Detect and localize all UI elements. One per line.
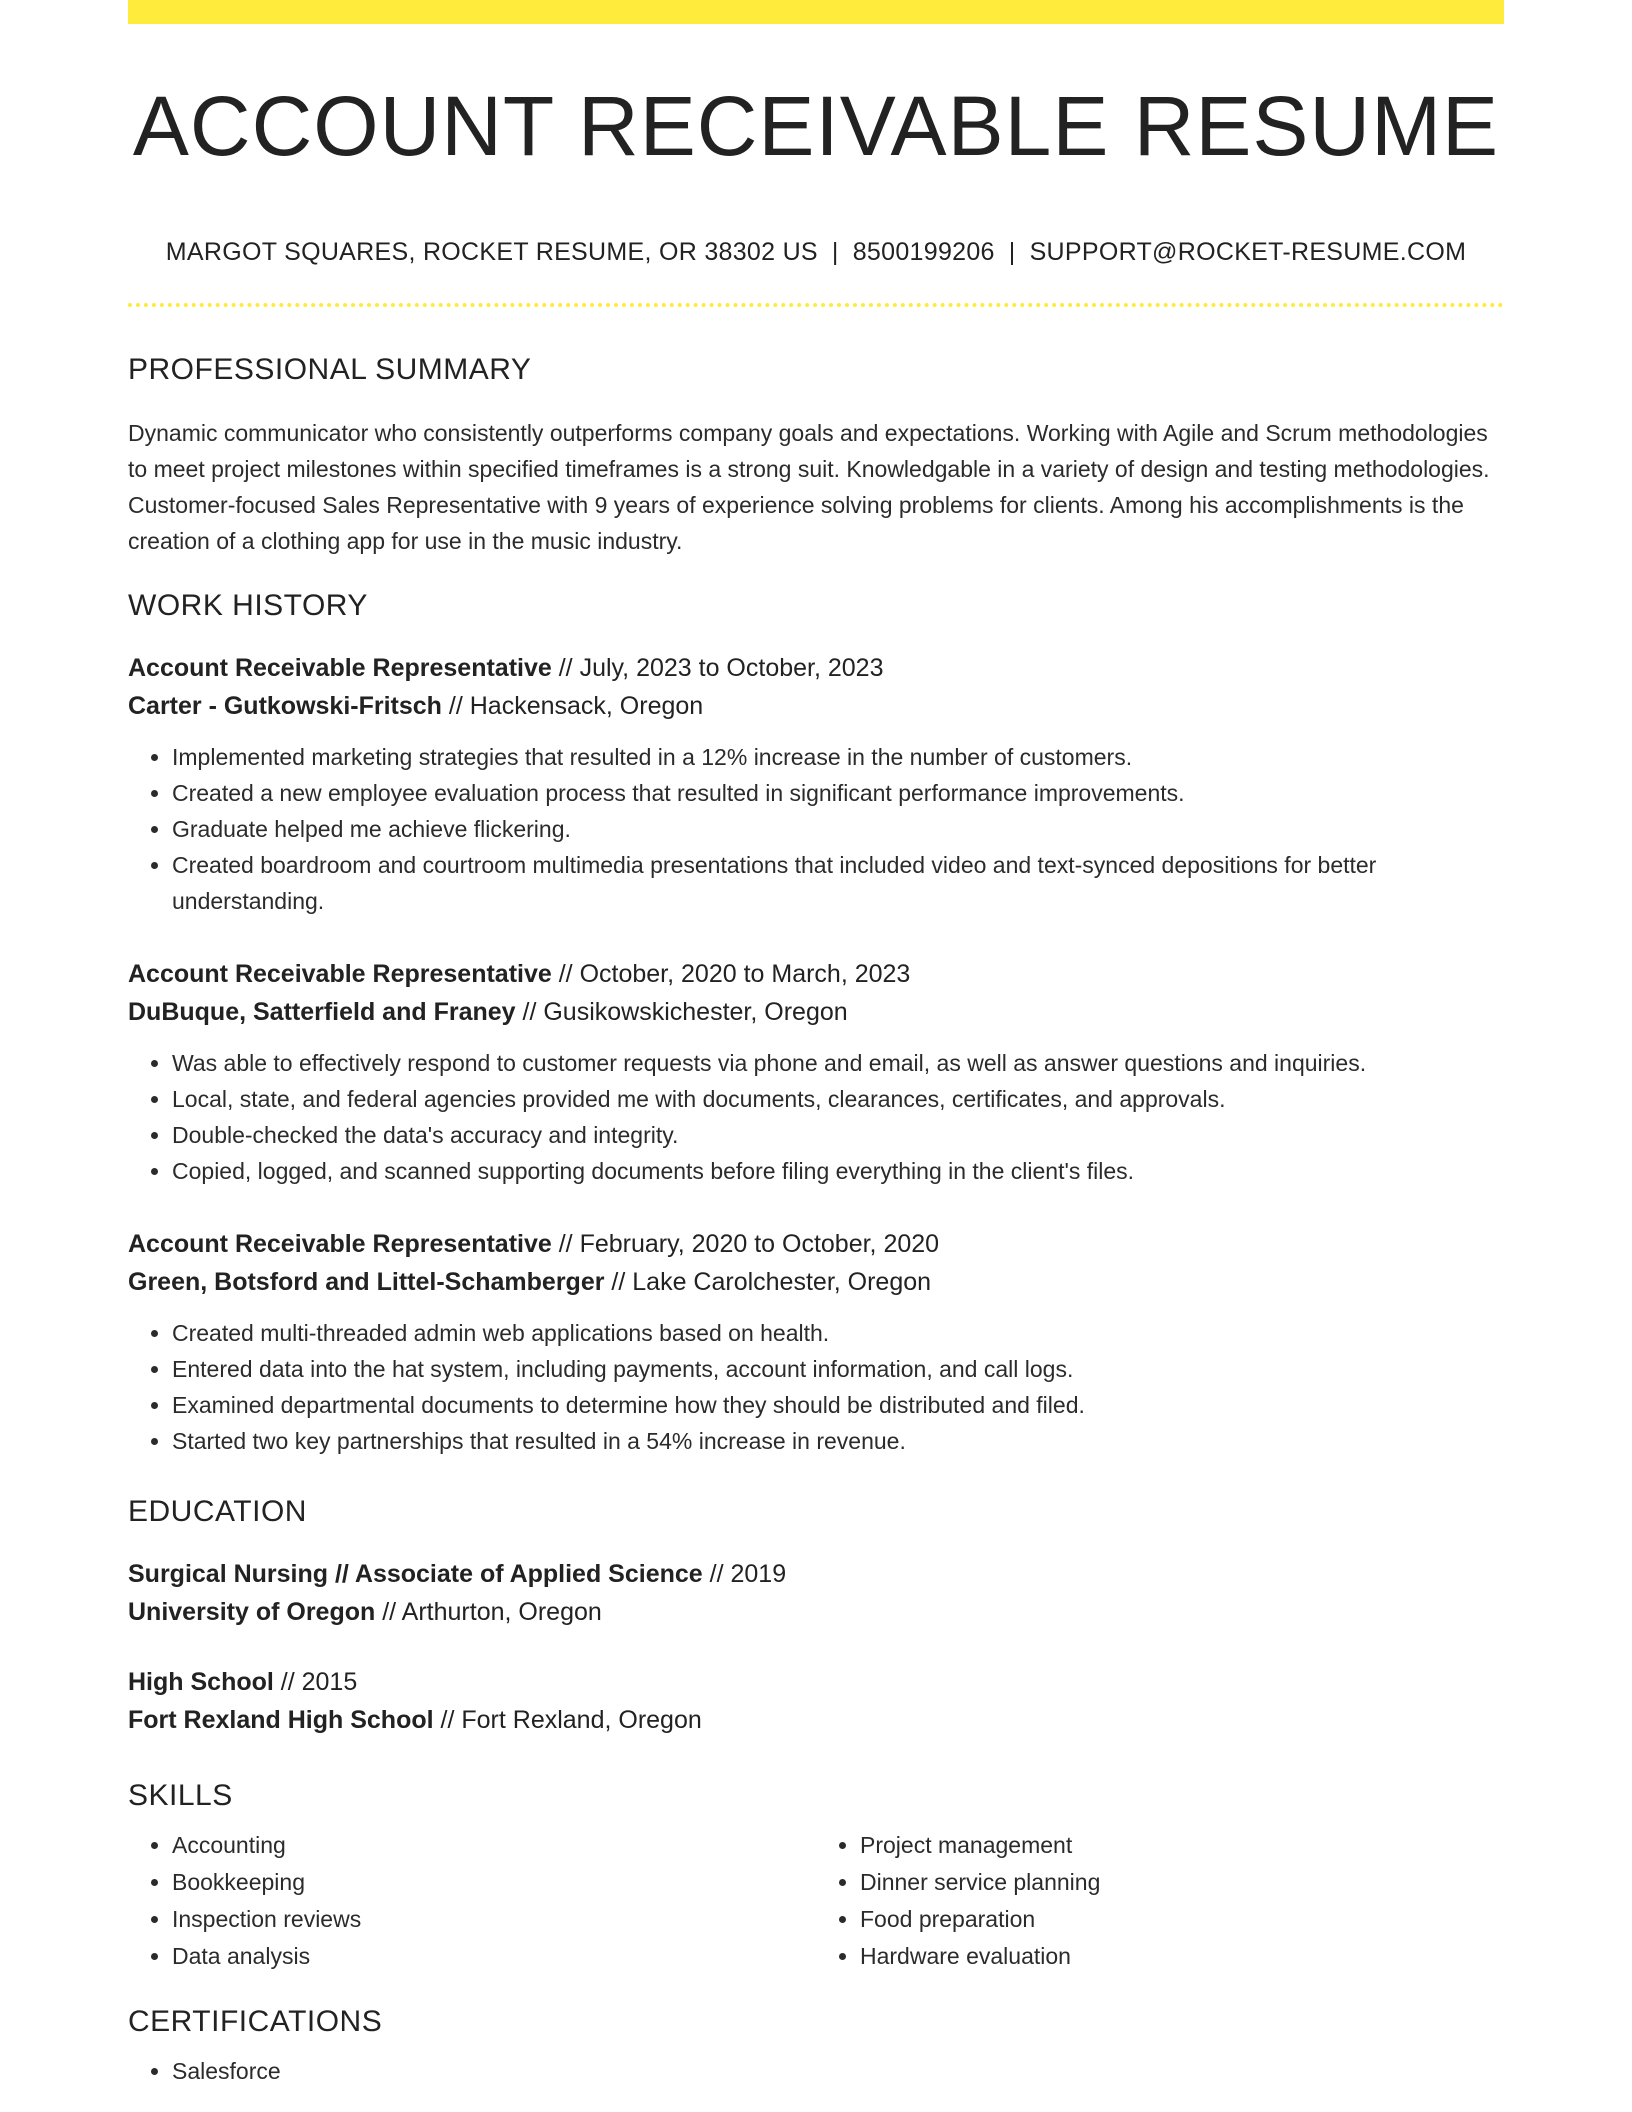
certifications-section bbox=[128, 2005, 1504, 2090]
list-item: • Created a new employee evaluation process that resulted in significant performance improvements. bbox=[172, 775, 1504, 811]
skill-item: • Food preparation bbox=[860, 1901, 1504, 1938]
job-company: Green, Botsford and Littel-Schamberger bbox=[128, 1268, 605, 1296]
list-item: • Was able to effectively respond to customer requests via phone and email, as well as answer questions and inquiries. bbox=[172, 1045, 1504, 1081]
work-history-section bbox=[128, 589, 1504, 1459]
job-entry bbox=[128, 1225, 1504, 1459]
list-item: • Copied, logged, and scanned supporting documents before filing everything in the client's files. bbox=[172, 1153, 1504, 1189]
list-item: • Started two key partnerships that resulted in a 54% increase in revenue. bbox=[172, 1423, 1504, 1459]
certifications-list bbox=[128, 2053, 1504, 2090]
page-title: ACCOUNT RECEIVABLE RESUME bbox=[132, 79, 1500, 173]
education-school-line bbox=[128, 1701, 1504, 1739]
job-bullets bbox=[128, 1315, 1504, 1459]
skills-section bbox=[128, 1779, 1504, 1975]
list-item: • Created multi-threaded admin web applications based on health. bbox=[172, 1315, 1504, 1351]
job-title-line bbox=[128, 1225, 1504, 1263]
section-heading-education: EDUCATION bbox=[128, 1495, 307, 1528]
contact-line bbox=[128, 238, 1504, 267]
list-item: • Examined departmental documents to determine how they should be distributed and filed. bbox=[172, 1387, 1504, 1423]
job-company: DuBuque, Satterfield and Franey bbox=[128, 998, 516, 1026]
list-item: • Entered data into the hat system, including payments, account information, and call logs. bbox=[172, 1351, 1504, 1387]
job-title: Account Receivable Representative bbox=[128, 960, 552, 988]
contact-separator: | bbox=[1008, 238, 1016, 266]
job-company-line bbox=[128, 993, 1504, 1031]
job-dates: // October, 2020 to March, 2023 bbox=[558, 960, 911, 988]
education-school: University of Oregon bbox=[128, 1598, 376, 1626]
job-company-line bbox=[128, 687, 1504, 725]
job-title-line bbox=[128, 955, 1504, 993]
job-entry bbox=[128, 955, 1504, 1189]
list-item: • Local, state, and federal agencies provided me with documents, clearances, certificates, and approvals. bbox=[172, 1081, 1504, 1117]
education-school: Fort Rexland High School bbox=[128, 1706, 434, 1734]
job-location: // Hackensack, Oregon bbox=[448, 692, 704, 720]
resume-page bbox=[128, 0, 1504, 2090]
certification-item: • Salesforce bbox=[172, 2053, 1504, 2090]
job-dates: // July, 2023 to October, 2023 bbox=[558, 654, 884, 682]
list-item: • Implemented marketing strategies that resulted in a 12% increase in the number of customers. bbox=[172, 739, 1504, 775]
education-degree: High School bbox=[128, 1668, 274, 1696]
education-section bbox=[128, 1495, 1504, 1739]
job-entry bbox=[128, 649, 1504, 919]
education-location: // Arthurton, Oregon bbox=[382, 1598, 602, 1626]
job-location: // Gusikowskichester, Oregon bbox=[522, 998, 848, 1026]
skills-columns bbox=[128, 1827, 1504, 1975]
education-location: // Fort Rexland, Oregon bbox=[440, 1706, 702, 1734]
contact-separator: | bbox=[831, 238, 839, 266]
job-company: Carter - Gutkowski-Fritsch bbox=[128, 692, 442, 720]
job-title: Account Receivable Representative bbox=[128, 1230, 552, 1258]
list-item: • Graduate helped me achieve flickering. bbox=[172, 811, 1504, 847]
skill-item: • Data analysis bbox=[172, 1938, 816, 1975]
education-degree-line bbox=[128, 1555, 1504, 1593]
skill-item: • Dinner service planning bbox=[860, 1864, 1504, 1901]
accent-bar bbox=[128, 0, 1504, 24]
education-degree-line bbox=[128, 1663, 1504, 1701]
education-entry bbox=[128, 1663, 1504, 1739]
job-bullets bbox=[128, 739, 1504, 919]
summary-section bbox=[128, 353, 1504, 559]
skills-list-right bbox=[816, 1827, 1504, 1975]
job-dates: // February, 2020 to October, 2020 bbox=[558, 1230, 940, 1258]
section-heading-skills: SKILLS bbox=[128, 1779, 233, 1812]
contact-address: MARGOT SQUARES, ROCKET RESUME, OR 38302 US bbox=[165, 238, 818, 266]
skills-list-left bbox=[128, 1827, 816, 1975]
job-title: Account Receivable Representative bbox=[128, 654, 552, 682]
list-item: • Created boardroom and courtroom multimedia presentations that included video and text-synced depositions for better understanding. bbox=[172, 847, 1504, 919]
skill-item: • Accounting bbox=[172, 1827, 816, 1864]
skill-item: • Project management bbox=[860, 1827, 1504, 1864]
education-entry bbox=[128, 1555, 1504, 1631]
skill-item: • Hardware evaluation bbox=[860, 1938, 1504, 1975]
education-degree: Surgical Nursing // Associate of Applied Science bbox=[128, 1560, 703, 1588]
job-location: // Lake Carolchester, Oregon bbox=[611, 1268, 932, 1296]
education-school-line bbox=[128, 1593, 1504, 1631]
header-divider bbox=[128, 303, 1504, 307]
section-heading-work: WORK HISTORY bbox=[128, 589, 368, 622]
job-company-line bbox=[128, 1263, 1504, 1301]
contact-phone: 8500199206 bbox=[852, 238, 995, 266]
education-year: // 2019 bbox=[709, 1560, 787, 1588]
section-heading-certifications: CERTIFICATIONS bbox=[128, 2005, 383, 2038]
job-title-line bbox=[128, 649, 1504, 687]
summary-text: Dynamic communicator who consistently outperforms company goals and expectations. Working with Agile and Scrum methodologies to meet project milestones within specified timeframes is a strong suit. Knowledgable in a variety of design and testing methodologies. Customer-focused Sales Representative with 9 years of experience solving problems for clients. Among his accomplishments is the creation of a clothing app for use in the music industry. bbox=[128, 420, 1490, 554]
list-item: • Double-checked the data's accuracy and integrity. bbox=[172, 1117, 1504, 1153]
section-heading-summary: PROFESSIONAL SUMMARY bbox=[128, 353, 532, 386]
contact-email: SUPPORT@ROCKET-RESUME.COM bbox=[1029, 238, 1467, 266]
skill-item: • Inspection reviews bbox=[172, 1901, 816, 1938]
job-bullets bbox=[128, 1045, 1504, 1189]
education-year: // 2015 bbox=[280, 1668, 358, 1696]
skill-item: • Bookkeeping bbox=[172, 1864, 816, 1901]
